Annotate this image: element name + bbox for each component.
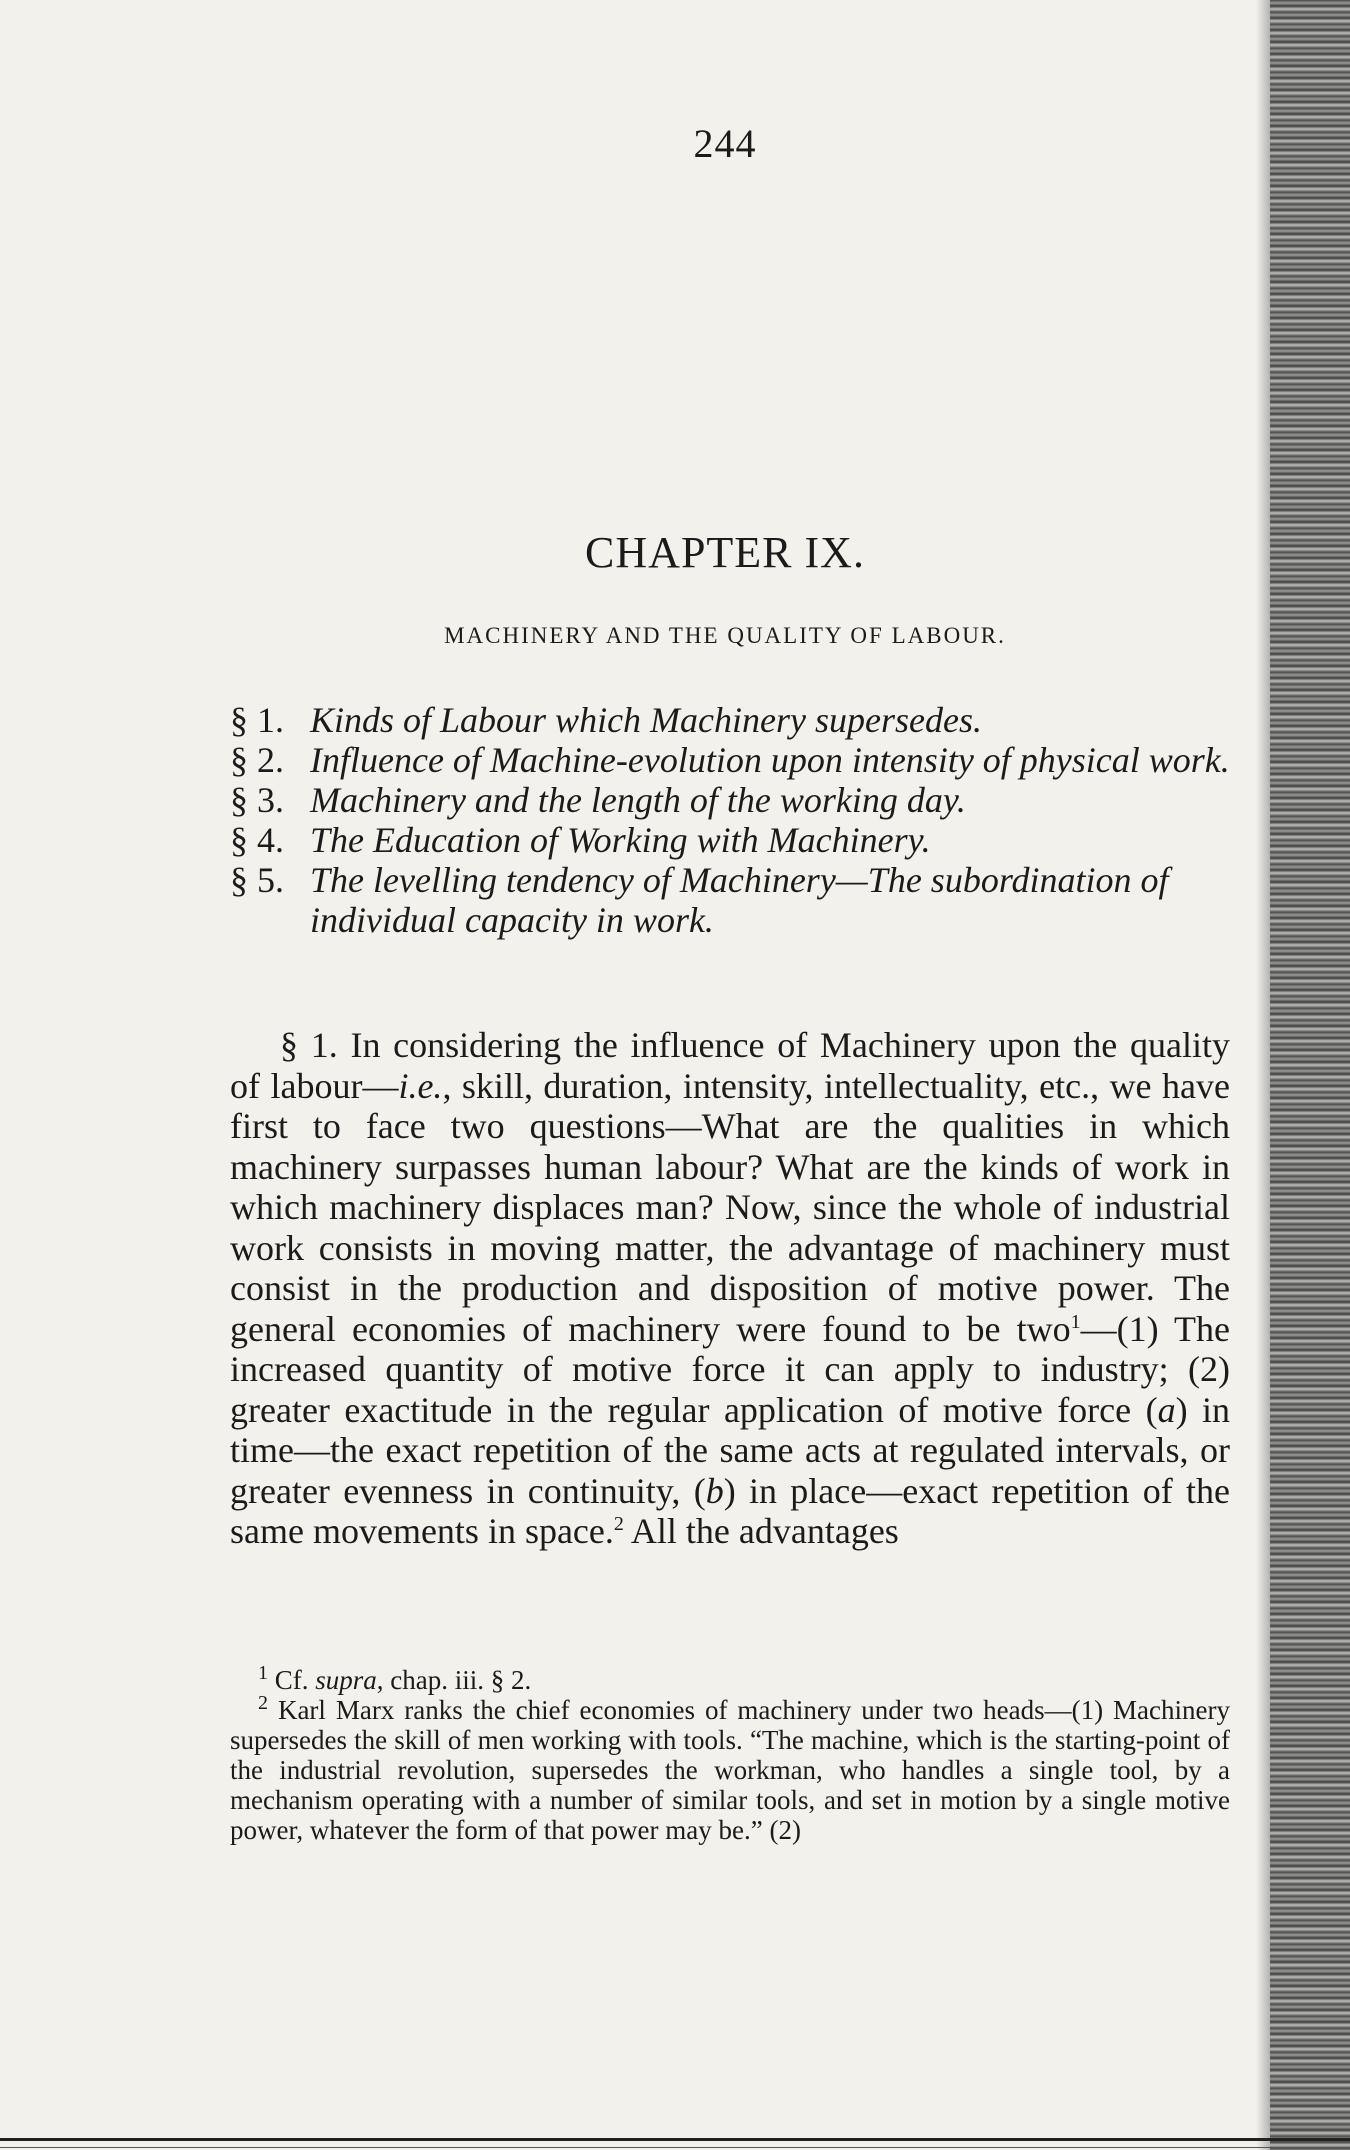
contents-item-number: § 3. [230, 780, 284, 820]
footnote-1 [230, 1662, 1230, 1695]
chapter-title: CHAPTER IX. [585, 528, 865, 577]
contents-item-text: Machinery and the length of the working day. [310, 780, 966, 820]
contents-item-number: § 2. [230, 740, 284, 780]
body-text-run: , skill, duration, intensity, intellectuality, etc., we have first to face two questions—What are the qualities in which machinery surpasses human labour? What are the kinds of work in which machinery displaces man? Now, since the whole of industrial work consists in moving matter, the advantage of machinery must consist in the production and disposition of motive power. The general economies of machinery were found to be two [230, 1065, 1230, 1349]
body-text-italic: b [705, 1470, 724, 1511]
footnote-text: Karl Marx ranks the chief economies of machinery under two heads—(1) Machinery supersedes the skill of men working with tools. “The machine, which is the starting-point of the industrial revolution, supersedes the workman, who handles a single tool, by a mechanism operating with a number of similar tools, and set in motion by a single motive power, whatever the form of that power may be.” (2) [230, 1695, 1230, 1845]
body-text-run: All the advantages [623, 1511, 899, 1551]
body-text-run: —(1) The increased quantity of motive force it can apply to industry; (2) greater exactitude in the regular application of motive force ( [230, 1308, 1230, 1430]
body-text-run: ) in place—exact repetition of the same movements in space. [230, 1470, 1230, 1551]
body-paragraph [230, 1025, 1230, 1552]
contents-item-text: The Education of Working with Machinery. [310, 820, 931, 860]
contents-item-number: § 1. [230, 700, 284, 740]
contents-item-text: Influence of Machine-evolution upon intensity of physical work. [310, 740, 1230, 780]
contents-item-text: Kinds of Labour which Machinery supersedes. [310, 700, 982, 740]
footnote-mark: 1 [258, 1662, 268, 1684]
body-text-run: ) in time—the exact repetition of the same acts at regulated intervals, or greater evenness in continuity, ( [230, 1389, 1230, 1511]
body-text-run: § 1. In considering the influence of Machinery upon the quality of labour— [230, 1025, 1230, 1106]
page-number: 244 [693, 121, 757, 166]
footnote-italic: supra [315, 1665, 377, 1695]
contents-item [230, 740, 1240, 780]
page-edge-gradient [1256, 0, 1270, 2150]
footnotes [230, 1662, 1230, 1845]
contents-item [230, 700, 1240, 740]
body-text-italic: i.e. [398, 1065, 443, 1106]
chapter-contents [230, 700, 1240, 940]
body-text-italic: a [1157, 1389, 1176, 1430]
contents-item [230, 820, 1240, 860]
chapter-subtitle: MACHINERY AND THE QUALITY OF LABOUR. [444, 623, 1006, 648]
contents-item-number: § 5. [230, 860, 284, 900]
body-text [230, 1025, 1230, 1552]
footnote-2 [230, 1692, 1230, 1845]
footnote-ref: 1 [1070, 1310, 1081, 1333]
contents-item-text: The levelling tendency of Machinery—The subordination of individual capacity in work. [310, 860, 1169, 940]
contents-item-number: § 4. [230, 820, 284, 860]
bottom-rule [0, 2138, 1350, 2148]
footnote-mark: 2 [258, 1692, 268, 1714]
footnote-text: Cf. [268, 1665, 316, 1695]
footnote-text: , chap. iii. § 2. [376, 1665, 532, 1695]
page-edge-shadow [1270, 0, 1350, 2150]
contents-item [230, 860, 1240, 940]
footnote-ref: 2 [613, 1513, 624, 1535]
contents-item [230, 780, 1240, 820]
